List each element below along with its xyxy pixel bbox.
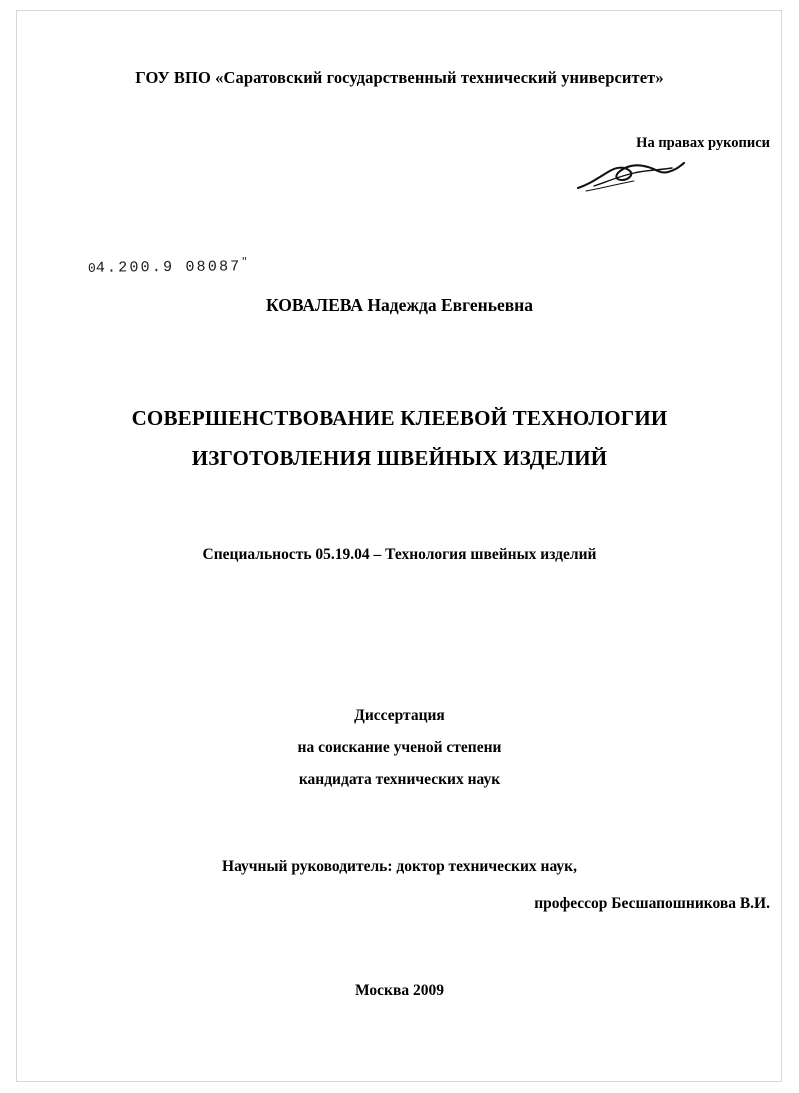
manuscript-note: На правах рукописи — [636, 135, 770, 151]
degree-block — [0, 700, 799, 796]
stamp-suffix: " — [241, 257, 250, 269]
degree-line-1: Диссертация — [354, 707, 445, 724]
specialty-line: Специальность 05.19.04 – Технология швейных изделий — [202, 546, 597, 563]
title-line-1: СОВЕРШЕНСТВОВАНИЕ КЛЕЕВОЙ ТЕХНОЛОГИИ — [131, 406, 668, 430]
handwritten-signature-icon — [572, 158, 692, 198]
title-line-2: ИЗГОТОВЛЕНИЯ ШВЕЙНЫХ ИЗДЕЛИЙ — [191, 446, 608, 470]
author-name: КОВАЛЕВА Надежда Евгеньевна — [265, 295, 533, 315]
place-and-year: Москва 2009 — [355, 982, 444, 999]
library-stamp-number — [88, 257, 250, 277]
supervisor-line-1: Научный руководитель: доктор технических наук, — [222, 858, 577, 875]
dissertation-title — [0, 398, 799, 478]
degree-line-2: на соискание ученой степени — [297, 739, 502, 756]
stamp-main: 4.200.9 08087 — [95, 258, 242, 277]
institution-name: ГОУ ВПО «Саратовский государственный технический университет» — [135, 68, 664, 87]
stamp-prefix: 0 — [87, 260, 96, 276]
degree-line-3: кандидата технических наук — [298, 771, 501, 788]
supervisor-line-2: профессор Бесшапошникова В.И. — [534, 895, 770, 912]
